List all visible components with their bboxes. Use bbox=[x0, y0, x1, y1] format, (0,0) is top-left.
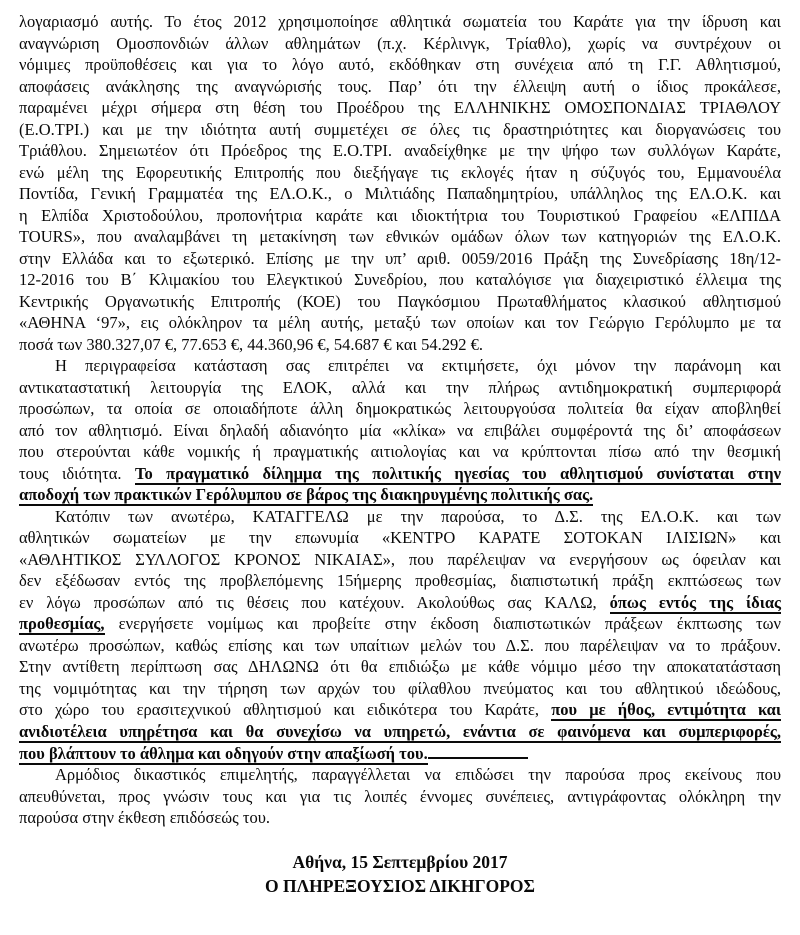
body-text: λογαριασμό αυτής. Το έτος 2012 χρησιμοποίησε αθλητικά σωματεία του Καράτε για την ίδρυση και bbox=[19, 12, 781, 31]
text-line bbox=[19, 398, 781, 420]
body-text: (Ε.Ο.ΤΡΙ.) και με την ιδιότητα αυτή συμμετέχει σε όλες τις δραστηριότητες και διοργανώσεις του bbox=[19, 119, 781, 139]
text-line bbox=[19, 162, 781, 184]
body-text: αποφάσεις ανάκλησης της αναγνώρισής τους. Παρ’ ότι την έλλειψη αυτή ο ίδιος προκάλεσε, bbox=[19, 76, 781, 96]
text-line bbox=[19, 183, 781, 205]
body-text: στο χώρο του ερασιτεχνικού αθλητισμού και ειδικότερα του Καράτε, bbox=[19, 700, 552, 719]
text-line bbox=[19, 205, 781, 227]
text-line bbox=[19, 97, 781, 119]
emphasized-underlined-text: Το πραγματικό δίλημμα της πολιτικής ηγεσίας του αθλητισμού συνίσταται στην bbox=[134, 463, 781, 483]
body-text: ενεργήσετε νομίμως και προβείτε στην έκδοση διαπιστωτικών πράξεων έκπτωσης των bbox=[104, 614, 781, 633]
text-line bbox=[19, 420, 781, 442]
body-text: Η περιγραφείσα κατάσταση σας επιτρέπει να εκτιμήσετε, όχι μόνον την παράνομη και bbox=[55, 356, 781, 375]
body-text: αντικαταστατική λειτουργία της ΕΛΟΚ, αλλά και την πλήρως αντιδημοκρατική συμπεριφορά bbox=[19, 377, 781, 397]
text-line bbox=[19, 764, 781, 786]
body-text: «ΑΘΛΗΤΙΚΟΣ ΣΥΛΛΟΓΟΣ ΚΡΟΝΟΣ ΝΙΚΑΙΑΣ», που παρέλειψαν να ενεργήσουν ως όφειλαν και bbox=[19, 549, 781, 569]
text-line bbox=[19, 140, 781, 162]
text-line bbox=[19, 807, 781, 829]
body-text: Ποντίδα, Γενική Γραμματέα της ΕΛ.Ο.Κ., ο Μιλτιάδης Παπαδημητρίου, υπάλληλος της ΕΛ.Ο.Κ. και bbox=[19, 184, 781, 203]
body-text: που στερούνται κάθε νομικής ή πραγματικής αιτιολογίας και να κρύπτονται πίσω από την θεσμική bbox=[19, 442, 781, 461]
text-line bbox=[19, 506, 781, 528]
text-line bbox=[19, 312, 781, 334]
body-text: Αρμόδιος δικαστικός επιμελητής, παραγγέλλεται να επιδώσει την παρούσα προς εκείνους που bbox=[55, 765, 781, 785]
body-text: προσώπων, τα οποία σε οποιαδήποτε άλλη δημοκρατικώς λειτουργούσα πολιτεία θα είχαν αποβληθεί bbox=[19, 399, 781, 418]
body-text: στην Ελλάδα και το εξωτερικό. Επίσης με την υπ’ αριθ. 0059/2016 Πράξη της Συνεδρίασης 18η/12- bbox=[19, 248, 781, 268]
body-text: Κεντρικής Οργανωτικής Επιτροπής (ΚΟΕ) του Παγκόσμιου Πρωταθλήματος κλασικού αθλητισμού bbox=[19, 291, 781, 311]
body-text: από τον αθλητισμό. Είναι δηλαδή αδιανόητο μία «κλίκα» να επιβάλει συμφέροντά της δι’ αποφάσεων bbox=[19, 420, 781, 440]
signature-title: Ο ΠΛΗΡΕΞΟΥΣΙΟΣ ΔΙΚΗΓΟΡΟΣ bbox=[265, 875, 535, 896]
body-text: «ΑΘΗΝΑ ‘97», εις ολόκληρον τα μέλη αυτής, μεταξύ των οποίων και τον Γεώργιο Γερόλυμπο με τα bbox=[19, 313, 781, 332]
text-line bbox=[19, 570, 781, 592]
paragraph bbox=[19, 11, 781, 355]
body-text: ποσά των 380.327,07 €, 77.653 €, 44.360,96 €, 54.687 € και 54.292 €. bbox=[19, 334, 483, 354]
text-line bbox=[19, 54, 781, 76]
paragraph bbox=[19, 506, 781, 765]
body-text: αθλητικών σωματείων με την επωνυμία «ΚΕΝΤΡΟ ΚΑΡΑΤΕ ΣΟΤΟΚΑΝ ΙΛΙΣΙΩΝ» και bbox=[19, 528, 781, 547]
emphasized-underlined-text: προθεσμίας, bbox=[19, 614, 105, 633]
body-text: Τριάθλου. Σημειωτέον ότι Πρόεδρος της Ε.Ο.ΤΡΙ. αναδείχθηκε με την ψήφο των συλλόγων Καράτε, bbox=[19, 141, 781, 160]
text-line bbox=[19, 721, 781, 743]
body-text: απευθύνεται, προς γνώσιν τους και για τις λοιπές έννομες συνέπειες, αντιγράφοντας ολόκληρη την bbox=[19, 786, 781, 806]
text-line bbox=[19, 355, 781, 377]
body-text: τους ιδιότητα. bbox=[19, 463, 135, 483]
body-text: Στην αντίθετη περίπτωση σας ΔΗΛΩΝΩ ότι θα επιδιώξω με κάθε νόμιμο μέσο την αποκατατάσταση bbox=[19, 657, 781, 676]
text-line bbox=[19, 119, 781, 141]
text-line bbox=[19, 656, 781, 678]
body-text: παρούσα στην έκθεση επιδόσεώς του. bbox=[19, 808, 270, 828]
text-line bbox=[19, 742, 781, 764]
text-line bbox=[19, 592, 781, 614]
text-line bbox=[19, 463, 781, 485]
body-text: νόμιμες προϋποθέσεις και για το λόγο αυτό, εκδόθηκαν στη συνέχεια από τη Γ.Γ. Αθλητισμού, bbox=[19, 55, 781, 74]
body-text: Κατόπιν των ανωτέρω, ΚΑΤΑΓΓΕΛΩ με την παρούσα, το Δ.Σ. της ΕΛ.Ο.Κ. και των bbox=[55, 506, 781, 526]
text-line bbox=[19, 11, 781, 33]
emphasized-underlined-text: που με ήθος, εντιμότητα και bbox=[551, 700, 781, 719]
document-body bbox=[19, 11, 781, 829]
text-line bbox=[19, 527, 781, 549]
signature-date: Αθήνα, 15 Σεπτεμβρίου 2017 bbox=[292, 851, 508, 872]
text-line bbox=[19, 613, 781, 635]
emphasized-underlined-text: ανιδιοτέλεια υπηρέτησα και θα συνεχίσω να υπηρετώ, ενάντια σε φαινόμενα και συμπεριφορές, bbox=[19, 721, 781, 741]
text-line bbox=[19, 269, 781, 291]
text-line bbox=[19, 484, 781, 506]
body-text: εν λόγω προσώπων από τις θέσεις που κατέχουν. Ακολούθως σας ΚΑΛΩ, bbox=[19, 592, 610, 612]
body-text: δεν εξέδωσαν εντός της προβλεπόμενης 15ήμερης προθεσμίας, διαπιστωτική πράξη εκπτώσεως των bbox=[19, 571, 781, 590]
text-line bbox=[19, 291, 781, 313]
signature-block bbox=[19, 850, 781, 898]
body-text: ανωτέρω προσώπων, καθώς επίσης και των υπαίτιων μελών του Δ.Σ. που παρέλειψαν να το πράξουν. bbox=[19, 635, 781, 655]
emphasized-underlined-text: αποδοχή των πρακτικών Γερόλυμπου σε βάρος της διακηρυγμένης πολιτικής σας. bbox=[19, 485, 594, 504]
text-line bbox=[19, 635, 781, 657]
text-line bbox=[19, 549, 781, 571]
text-line bbox=[19, 441, 781, 463]
paragraph bbox=[19, 355, 781, 506]
body-text: αναγνώριση Ομοσπονδιών άλλων αθλημάτων (π.χ. Κέρλινγκ, Τρίαθλο), χωρίς να συντρέχουν οι bbox=[19, 33, 781, 53]
text-line bbox=[19, 699, 781, 721]
body-text: παραμένει μέχρι σήμερα στη θέση του Προέδρου της ΕΛΛΗΝΙΚΗΣ ΟΜΟΣΠΟΝΔΙΑΣ ΤΡΙΑΘΛΟΥ bbox=[19, 98, 781, 117]
body-text: της νομιμότητας και την τήρηση των αρχών του φίλαθλου πνεύματος και του αθλητικού ιδεώδους, bbox=[19, 678, 781, 698]
body-text: TOURS», που αναλαμβάνει τη μετακίνηση των εθνικών ομάδων όλων των κατηγοριών της ΕΛ.Ο.Κ. bbox=[19, 227, 781, 246]
text-line bbox=[19, 76, 781, 98]
emphasized-underlined-text: που βλάπτουν το άθλημα και οδηγούν στην απαξίωσή του. bbox=[19, 743, 428, 763]
body-text: 12-2016 του Β΄ Κλιμακίου του Ελεγκτικού Συνεδρίου, που καταλόγισε για διαχειριστικό έλλειμα της bbox=[19, 270, 781, 289]
text-line bbox=[19, 786, 781, 808]
emphasized-underlined-text: όπως εντός της ίδιας bbox=[609, 592, 782, 612]
text-line bbox=[19, 33, 781, 55]
body-text: ενώ μέλη της Εφορευτικής Επιτροπής που διεξήγαγε τις εκλογές ήταν η σύζυγός του, Εμμανουέλα bbox=[19, 162, 781, 182]
text-line bbox=[19, 248, 781, 270]
body-text: η Ελπίδα Χριστοδούλου, προπονήτρια καράτε και ιδιοκτήτρια του Τουριστικού Γραφείου «ΕΛΠΙΔΑ bbox=[19, 205, 781, 225]
text-line bbox=[19, 334, 781, 356]
text-line bbox=[19, 678, 781, 700]
paragraph bbox=[19, 764, 781, 829]
text-line bbox=[19, 226, 781, 248]
underline-extension bbox=[428, 742, 528, 759]
text-line bbox=[19, 377, 781, 399]
